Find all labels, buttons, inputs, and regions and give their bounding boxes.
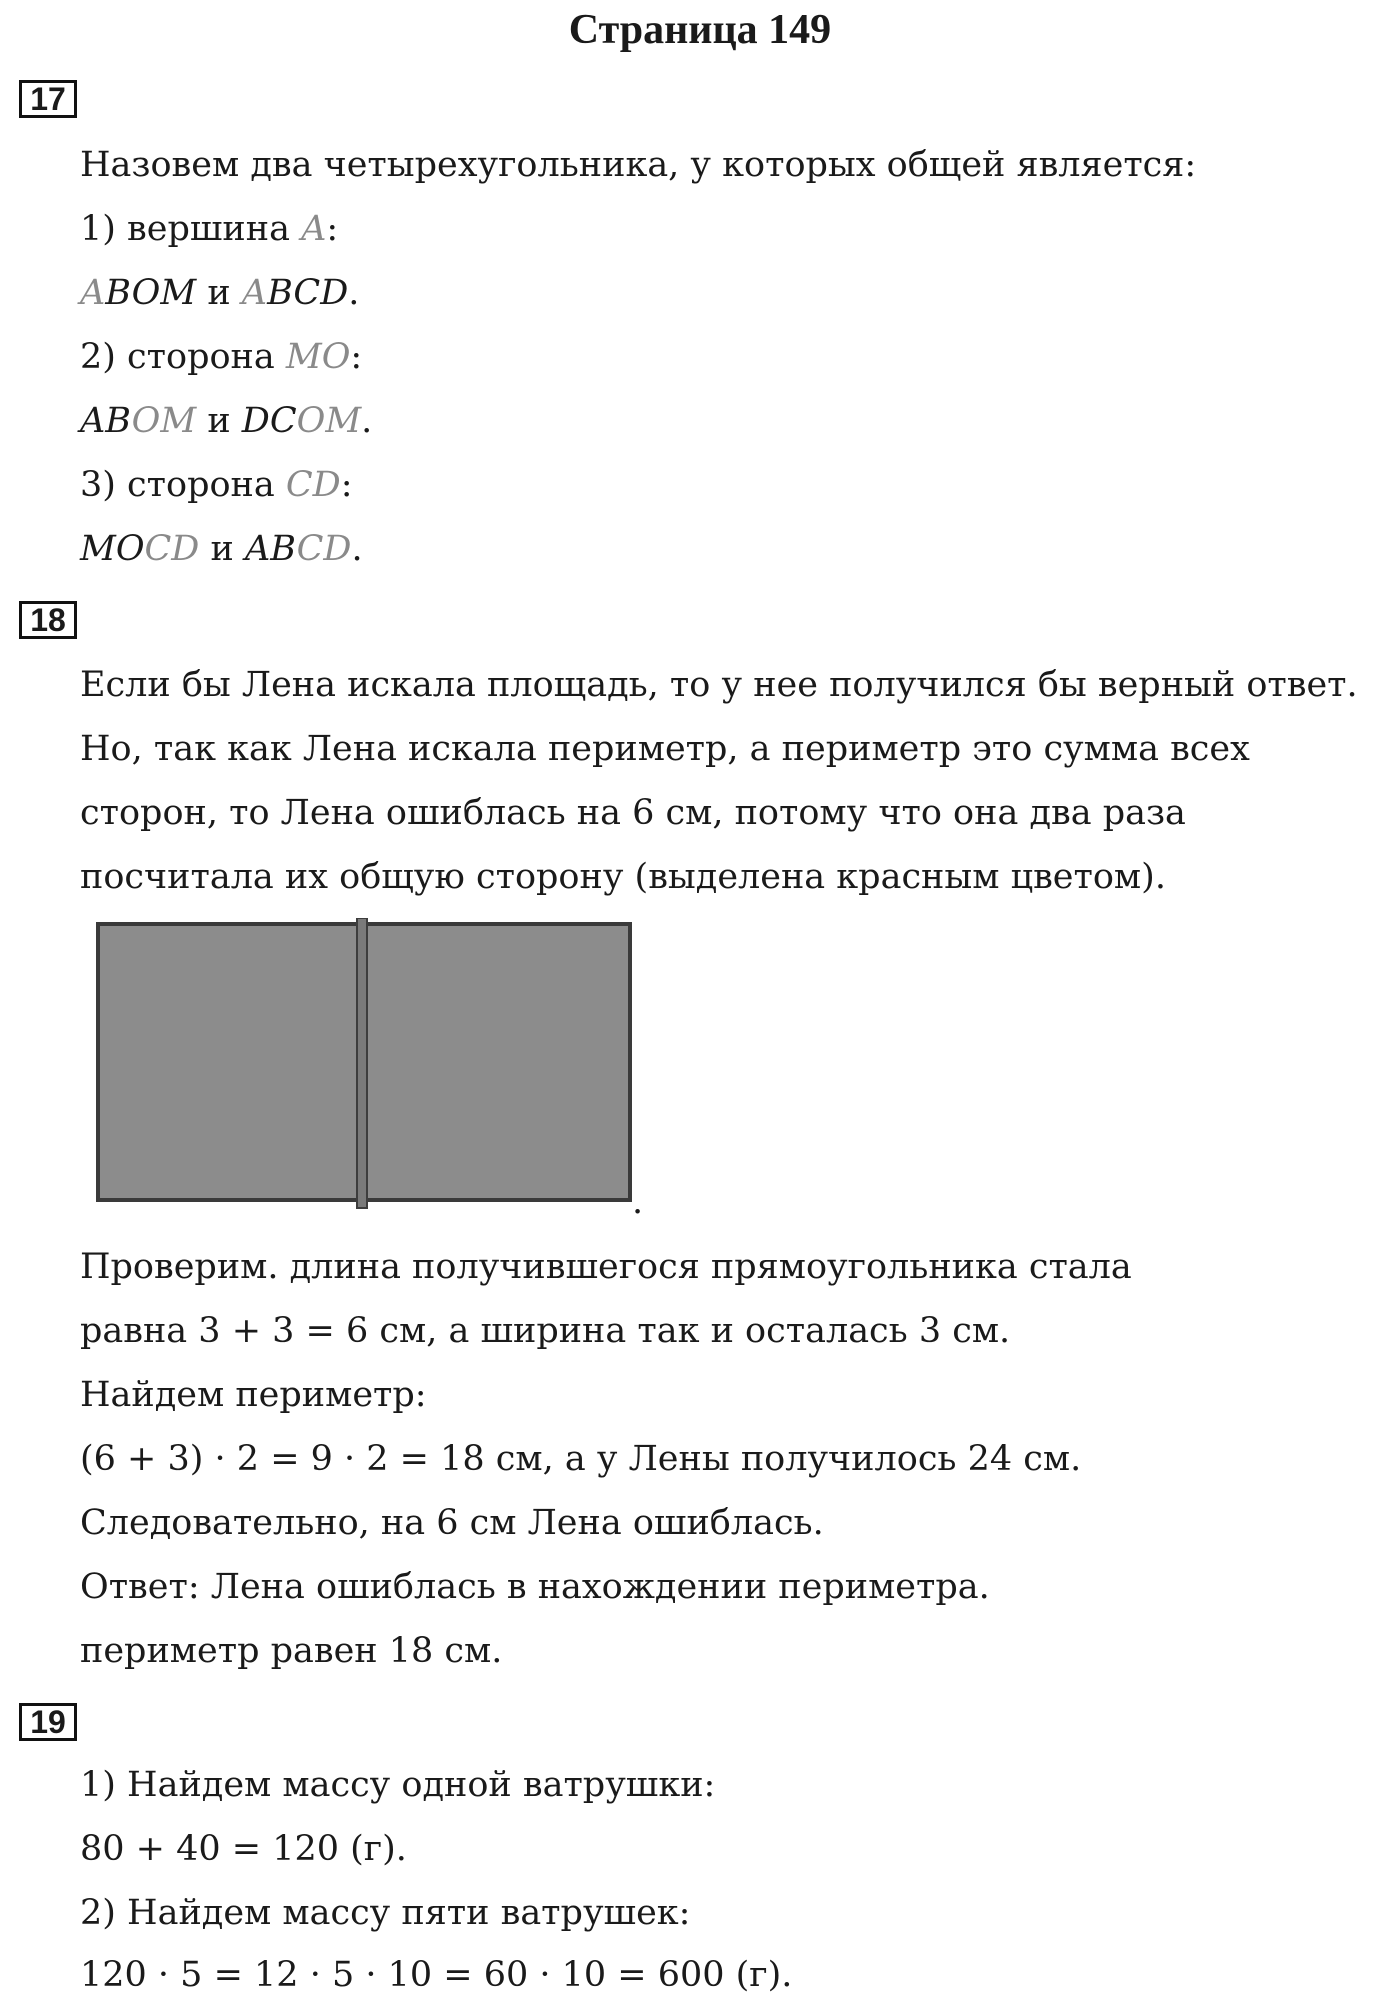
q1-common: A bbox=[80, 273, 106, 313]
q2-rest: DC bbox=[241, 401, 297, 441]
task18-line-4: посчитала их общую сторону (выделена красным цветом). bbox=[80, 857, 1166, 897]
task17-item2 bbox=[80, 335, 362, 379]
task19-line-2: 80 + 40 = 120 (г). bbox=[80, 1829, 407, 1869]
check-line-2: равна 3 + 3 = 6 см, а ширина так и осталась 3 см. bbox=[80, 1311, 1011, 1351]
task17-item1-answer bbox=[80, 271, 359, 315]
item3-var: CD bbox=[285, 465, 341, 505]
task18-line-1: Если бы Лена искала площадь, то у нее получился бы верный ответ. bbox=[80, 665, 1358, 705]
and-word: и bbox=[196, 401, 242, 441]
check-line-6: Ответ: Лена ошиблась в нахождении периметра. bbox=[80, 1567, 990, 1607]
check-line-1: Проверим. длина получившегося прямоугольника стала bbox=[80, 1247, 1132, 1287]
and-word: и bbox=[196, 273, 242, 313]
and-word: и bbox=[199, 529, 245, 569]
task19-line-1: 1) Найдем массу одной ватрушки: bbox=[80, 1765, 716, 1805]
dot: . bbox=[351, 529, 363, 569]
check-line-4: (6 + 3) · 2 = 9 · 2 = 18 см, а у Лены получилось 24 см. bbox=[80, 1439, 1082, 1479]
rectangles-figure bbox=[80, 918, 640, 1214]
task18-line-2: Но, так как Лена искала периметр, а периметр это сумма всех bbox=[80, 729, 1250, 769]
item3-label: 3) сторона bbox=[80, 465, 286, 505]
q2-rest: BCD bbox=[267, 273, 349, 313]
task17-item1 bbox=[80, 207, 338, 251]
task17-intro: Назовем два четырехугольника, у которых общей является: bbox=[80, 145, 1197, 185]
task19-line-3: 2) Найдем массу пяти ватрушек: bbox=[80, 1893, 691, 1933]
task17-item2-answer bbox=[80, 399, 372, 443]
q1-rest: MO bbox=[80, 529, 145, 569]
colon: : bbox=[340, 465, 353, 505]
colon: : bbox=[326, 209, 339, 249]
task-number-17: 17 bbox=[19, 80, 77, 118]
check-line-5: Следовательно, на 6 см Лена ошиблась. bbox=[80, 1503, 824, 1543]
q2-common: CD bbox=[296, 529, 352, 569]
colon: : bbox=[350, 337, 363, 377]
task-number-18: 18 bbox=[19, 601, 77, 639]
page-title: Страница 149 bbox=[568, 7, 832, 53]
q1-common: OM bbox=[131, 401, 197, 441]
q1-rest: BOM bbox=[105, 273, 197, 313]
item2-label: 2) сторона bbox=[80, 337, 286, 377]
common-side bbox=[357, 918, 367, 1208]
task-number-19: 19 bbox=[19, 1703, 77, 1741]
q2-rest: AB bbox=[244, 529, 297, 569]
item1-label: 1) вершина bbox=[80, 209, 302, 249]
dot: . bbox=[361, 401, 373, 441]
figure-dot: . bbox=[632, 1182, 644, 1222]
check-line-7: периметр равен 18 см. bbox=[80, 1631, 503, 1671]
q2-common: OM bbox=[296, 401, 362, 441]
item2-var: MO bbox=[285, 337, 351, 377]
task17-item3 bbox=[80, 463, 353, 507]
q2-common: A bbox=[241, 273, 268, 313]
task17-item3-answer bbox=[80, 527, 363, 571]
task19-line-4: 120 · 5 = 12 · 5 · 10 = 60 · 10 = 600 (г). bbox=[80, 1955, 793, 1995]
q1-common: CD bbox=[144, 529, 200, 569]
check-line-3: Найдем периметр: bbox=[80, 1375, 427, 1415]
item1-var: A bbox=[301, 209, 327, 249]
task18-line-3: сторон, то Лена ошиблась на 6 см, потому что она два раза bbox=[80, 793, 1186, 833]
dot: . bbox=[348, 273, 360, 313]
q1-rest: AB bbox=[80, 401, 132, 441]
